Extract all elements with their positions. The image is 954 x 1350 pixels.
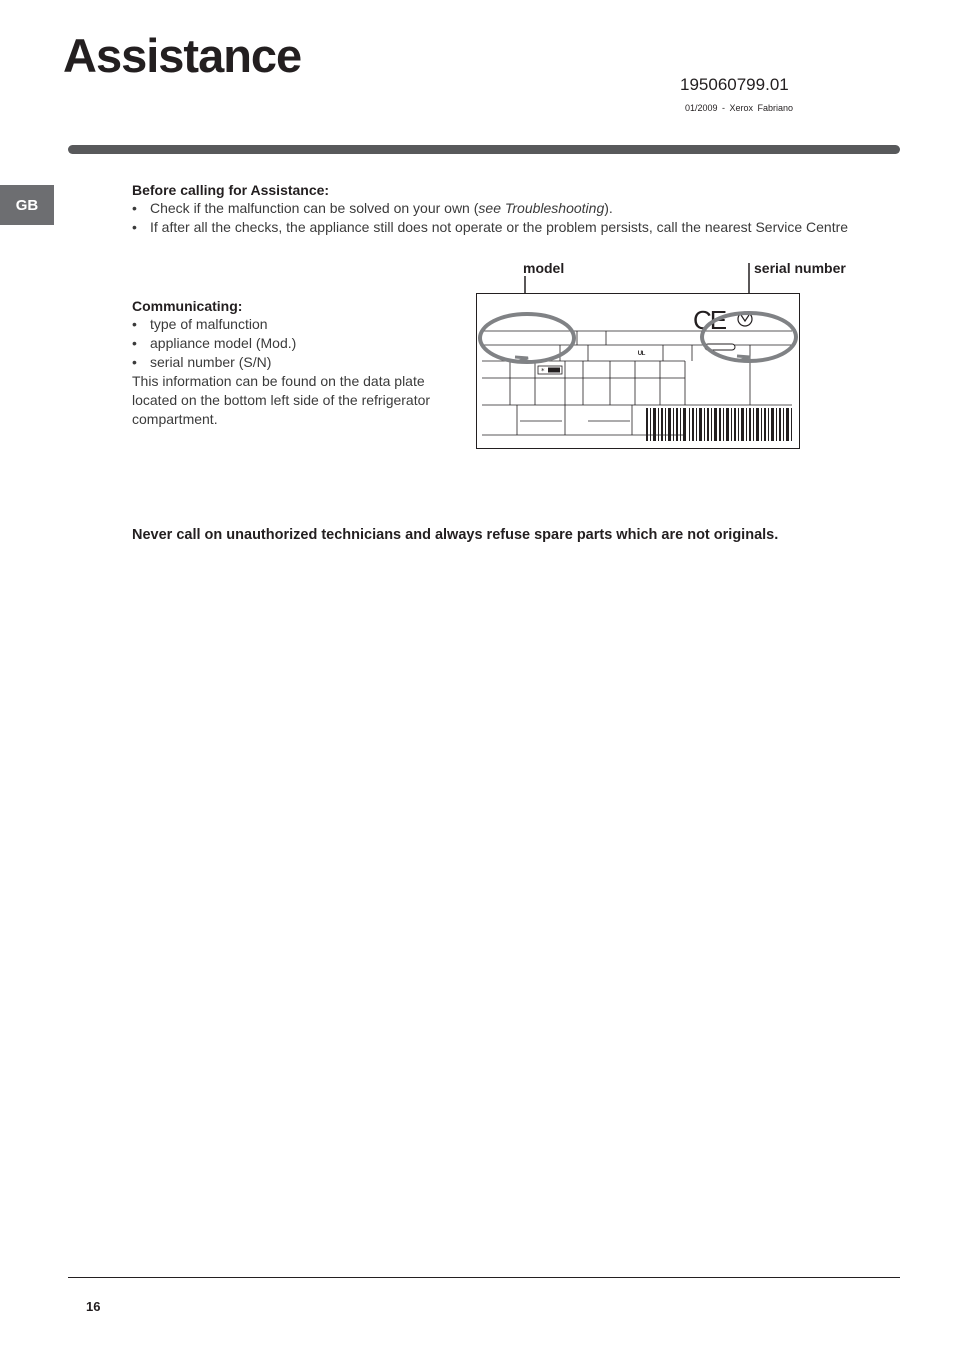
communicating-section [132, 298, 432, 429]
bullet-text-end: ). [604, 200, 613, 216]
bullet-icon: • [132, 200, 137, 216]
before-calling-heading: Before calling for Assistance: [132, 182, 330, 198]
communicating-heading: Communicating: [132, 298, 243, 314]
bullet-icon: • [132, 335, 137, 351]
list-item [132, 218, 892, 237]
ul-mark-icon: ᵁᴸ [638, 349, 646, 359]
troubleshooting-reference: see Troubleshooting [478, 200, 605, 216]
bullet-icon: • [132, 219, 137, 235]
document-code: 195060799.01 [680, 75, 789, 94]
page-number: 16 [86, 1299, 101, 1314]
data-plate-diagram [470, 258, 810, 458]
list-item [132, 353, 432, 372]
data-plate-location-text: This information can be found on the data plate located on the bottom left side of the refrigerator compartment. [132, 373, 431, 427]
bullet-icon: • [132, 316, 137, 332]
list-item [132, 199, 892, 218]
communicating-list [132, 315, 432, 372]
warning-text: Never call on unauthorized technicians and always refuse spare parts which are not originals. [132, 527, 779, 543]
header-rule [68, 145, 900, 154]
bullet-text: Check if the malfunction can be solved on your own ( [150, 200, 479, 216]
bullet-icon: • [132, 354, 137, 370]
bullet-text: type of malfunction [150, 316, 268, 332]
page-title: Assistance [63, 29, 302, 82]
bullet-text: serial number (S/N) [150, 354, 272, 370]
before-calling-list [132, 199, 892, 237]
language-tab: GB [0, 185, 54, 225]
document-date-printer: 01/2009 - Xerox Fabriano [685, 103, 794, 113]
list-item [132, 334, 432, 353]
model-callout-label: model [523, 260, 565, 276]
bullet-text: If after all the checks, the appliance still does not operate or the problem persists, call the nearest Service Centre [150, 219, 849, 235]
footer-rule [68, 1277, 900, 1278]
serial-number-callout-label: serial number [754, 260, 846, 276]
ce-mark-icon: CE [693, 305, 726, 335]
list-item [132, 315, 432, 334]
before-calling-section [132, 182, 892, 237]
bullet-text: appliance model (Mod.) [150, 335, 297, 351]
freezer-star-icon [538, 366, 562, 375]
svg-text:*: * [541, 367, 545, 375]
